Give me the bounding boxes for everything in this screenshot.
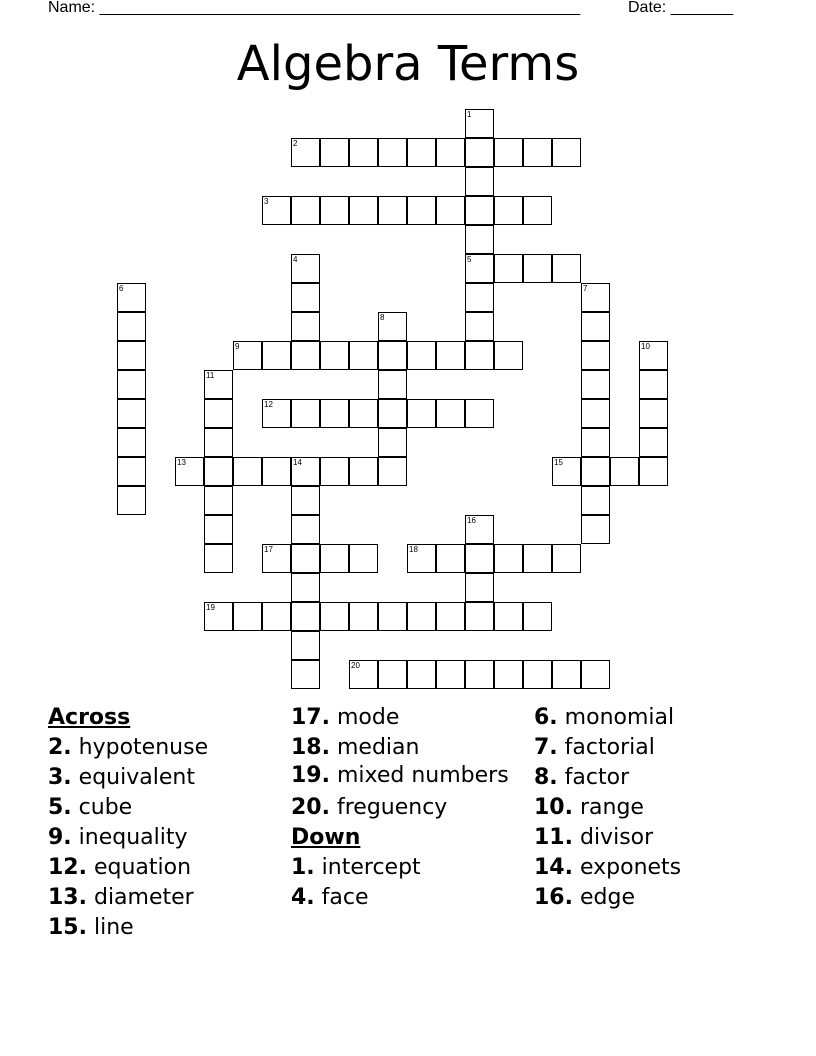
clue-item-number: 4. (291, 885, 315, 910)
crossword-cell[interactable] (523, 138, 552, 167)
crossword-cell[interactable] (494, 138, 523, 167)
crossword-cell[interactable] (465, 515, 494, 544)
clue-number: 4 (293, 255, 298, 264)
crossword-cell[interactable] (291, 341, 320, 370)
clue-item-number: 7. (534, 735, 558, 760)
crossword-cell[interactable] (465, 283, 494, 312)
crossword-cell[interactable] (581, 515, 610, 544)
crossword-cell[interactable] (349, 660, 378, 689)
crossword-cell[interactable] (117, 457, 146, 486)
clue-item-text: exponets (579, 855, 682, 880)
crossword-cell[interactable] (349, 399, 378, 428)
crossword-cell[interactable] (436, 196, 465, 225)
clue-column-3 (534, 703, 769, 913)
crossword-cell[interactable] (465, 544, 494, 573)
crossword-cell[interactable] (523, 602, 552, 631)
crossword-cell[interactable] (175, 457, 204, 486)
crossword-cell[interactable] (320, 457, 349, 486)
crossword-cell[interactable] (407, 660, 436, 689)
crossword-cell[interactable] (204, 544, 233, 573)
crossword-cell[interactable] (233, 602, 262, 631)
clue-number: 19 (206, 603, 215, 612)
crossword-cell[interactable] (378, 370, 407, 399)
clue-item-text: hypotenuse (78, 735, 209, 760)
crossword-cell[interactable] (262, 196, 291, 225)
clue-item-text: median (336, 735, 420, 760)
clue-item-text: face (321, 885, 369, 910)
clue-item-number: 17. (291, 705, 330, 730)
crossword-cell[interactable] (581, 312, 610, 341)
clue-item (48, 913, 283, 943)
clue-item-number: 13. (48, 885, 87, 910)
crossword-cell[interactable] (349, 196, 378, 225)
crossword-cell[interactable] (291, 544, 320, 573)
crossword-cell[interactable] (407, 602, 436, 631)
clue-item-number: 15. (48, 915, 87, 940)
crossword-cell[interactable] (581, 660, 610, 689)
crossword-cell[interactable] (407, 341, 436, 370)
crossword-cell[interactable] (552, 660, 581, 689)
crossword-cell[interactable] (436, 341, 465, 370)
clue-number: 15 (554, 458, 563, 467)
clue-number: 8 (380, 313, 385, 322)
crossword-cell[interactable] (552, 457, 581, 486)
crossword-cell[interactable] (465, 312, 494, 341)
crossword-cell[interactable] (378, 399, 407, 428)
clue-item (48, 823, 283, 853)
clue-number: 20 (351, 661, 360, 670)
crossword-cell[interactable] (552, 544, 581, 573)
crossword-cell[interactable] (320, 138, 349, 167)
clue-item-number: 14. (534, 855, 573, 880)
crossword-cell[interactable] (291, 486, 320, 515)
across-heading: Across (48, 705, 131, 730)
clue-item (291, 733, 526, 763)
crossword-cell[interactable] (494, 544, 523, 573)
clue-item-number: 16. (534, 885, 573, 910)
crossword-cell[interactable] (291, 312, 320, 341)
crossword-cell[interactable] (291, 457, 320, 486)
crossword-cell[interactable] (233, 457, 262, 486)
crossword-cell[interactable] (291, 399, 320, 428)
clue-item-number: 8. (534, 765, 558, 790)
clue-item-text: mixed numbers (336, 763, 509, 788)
clue-number: 18 (409, 545, 418, 554)
clue-item-text: divisor (579, 825, 654, 850)
clue-item (534, 823, 769, 853)
clue-item-text: factor (564, 765, 630, 790)
clue-item (48, 733, 283, 763)
crossword-cell[interactable] (465, 138, 494, 167)
crossword-cell[interactable] (436, 544, 465, 573)
crossword-cell[interactable] (378, 312, 407, 341)
crossword-cell[interactable] (523, 544, 552, 573)
clue-number: 9 (235, 342, 240, 351)
clue-item-text: intercept (321, 855, 421, 880)
clue-column-2 (291, 703, 526, 913)
clue-number: 3 (264, 197, 269, 206)
crossword-cell[interactable] (552, 254, 581, 283)
crossword-cell[interactable] (320, 196, 349, 225)
crossword-cell[interactable] (204, 428, 233, 457)
crossword-cell[interactable] (117, 341, 146, 370)
clue-item (48, 763, 283, 793)
clue-item (48, 793, 283, 823)
clue-item-text: equation (93, 855, 192, 880)
crossword-cell[interactable] (117, 399, 146, 428)
crossword-cell[interactable] (494, 602, 523, 631)
crossword-cell[interactable] (117, 486, 146, 515)
crossword-cell[interactable] (494, 660, 523, 689)
crossword-cell[interactable] (465, 602, 494, 631)
clue-number: 5 (467, 255, 472, 264)
crossword-cell[interactable] (494, 341, 523, 370)
crossword-cell[interactable] (465, 573, 494, 602)
crossword-cell[interactable] (581, 457, 610, 486)
crossword-cell[interactable] (378, 138, 407, 167)
crossword-cell[interactable] (349, 457, 378, 486)
clue-item-number: 10. (534, 795, 573, 820)
crossword-cell[interactable] (378, 660, 407, 689)
clue-item-text: line (93, 915, 134, 940)
crossword-cell[interactable] (407, 544, 436, 573)
crossword-cell[interactable] (291, 138, 320, 167)
crossword-cell[interactable] (349, 138, 378, 167)
clue-item-number: 12. (48, 855, 87, 880)
clue-item (48, 883, 283, 913)
clue-item-number: 19. (291, 763, 330, 788)
crossword-cell[interactable] (262, 602, 291, 631)
clue-item-text: diameter (93, 885, 194, 910)
clue-item-text: monomial (564, 705, 675, 730)
clue-item-number: 1. (291, 855, 315, 880)
clue-number: 11 (206, 371, 215, 380)
crossword-cell[interactable] (465, 399, 494, 428)
crossword-cell[interactable] (291, 631, 320, 660)
crossword-cell[interactable] (436, 602, 465, 631)
clue-item (48, 853, 283, 883)
crossword-cell[interactable] (233, 341, 262, 370)
crossword-cell[interactable] (349, 341, 378, 370)
crossword-cell[interactable] (378, 428, 407, 457)
clue-item (291, 703, 526, 733)
clue-number: 10 (641, 342, 650, 351)
clue-item-number: 20. (291, 795, 330, 820)
clue-item (534, 763, 769, 793)
crossword-cell[interactable] (639, 428, 668, 457)
crossword-cell[interactable] (349, 602, 378, 631)
crossword-cell[interactable] (204, 602, 233, 631)
clue-number: 13 (177, 458, 186, 467)
crossword-cell[interactable] (378, 196, 407, 225)
clue-item (291, 883, 526, 913)
crossword-cell[interactable] (407, 196, 436, 225)
crossword-cell[interactable] (552, 138, 581, 167)
clue-number: 6 (119, 284, 124, 293)
crossword-cell[interactable] (204, 399, 233, 428)
crossword-cell[interactable] (320, 341, 349, 370)
clue-item-text: inequality (78, 825, 188, 850)
crossword-cell[interactable] (639, 341, 668, 370)
crossword-cell[interactable] (523, 254, 552, 283)
clue-item (534, 793, 769, 823)
crossword-cell[interactable] (465, 660, 494, 689)
clue-number: 14 (293, 458, 302, 467)
crossword-cell[interactable] (465, 254, 494, 283)
clue-item (291, 793, 526, 823)
clue-number: 7 (583, 284, 588, 293)
crossword-cell[interactable] (262, 544, 291, 573)
clue-item (291, 763, 526, 789)
crossword-cell[interactable] (436, 660, 465, 689)
clue-number: 2 (293, 139, 298, 148)
crossword-cell[interactable] (639, 370, 668, 399)
crossword-cell[interactable] (378, 602, 407, 631)
clue-item (534, 853, 769, 883)
crossword-cell[interactable] (117, 428, 146, 457)
clue-item-number: 2. (48, 735, 72, 760)
crossword-cell[interactable] (262, 341, 291, 370)
clue-item (291, 853, 526, 883)
crossword-cell[interactable] (465, 109, 494, 138)
crossword-cell[interactable] (320, 544, 349, 573)
crossword-cell[interactable] (581, 399, 610, 428)
crossword-cell[interactable] (581, 486, 610, 515)
crossword-cell[interactable] (523, 660, 552, 689)
crossword-cell[interactable] (204, 515, 233, 544)
crossword-cell[interactable] (291, 515, 320, 544)
crossword-cell[interactable] (262, 399, 291, 428)
clue-item-number: 18. (291, 735, 330, 760)
crossword-cell[interactable] (378, 457, 407, 486)
clue-item-text: range (579, 795, 644, 820)
date-field-label: Date: _______ (628, 0, 733, 16)
crossword-cell[interactable] (291, 196, 320, 225)
crossword-cell[interactable] (262, 457, 291, 486)
crossword-cell[interactable] (436, 138, 465, 167)
name-field-label: Name: ______________________________________________________ (48, 0, 581, 16)
crossword-cell[interactable] (581, 341, 610, 370)
clue-item (534, 703, 769, 733)
crossword-cell[interactable] (291, 602, 320, 631)
crossword-cell[interactable] (291, 254, 320, 283)
crossword-cell[interactable] (204, 486, 233, 515)
clue-item-number: 11. (534, 825, 573, 850)
crossword-cell[interactable] (291, 283, 320, 312)
across-clue-list-continued (291, 703, 526, 823)
clue-number: 1 (467, 110, 472, 119)
clue-number: 12 (264, 400, 273, 409)
crossword-cell[interactable] (117, 312, 146, 341)
crossword-cell[interactable] (291, 573, 320, 602)
clue-item-text: factorial (564, 735, 655, 760)
crossword-cell[interactable] (117, 370, 146, 399)
clue-item-text: equivalent (78, 765, 195, 790)
clue-item (534, 883, 769, 913)
crossword-cell[interactable] (610, 457, 639, 486)
clue-number: 17 (264, 545, 273, 554)
crossword-cell[interactable] (465, 341, 494, 370)
clue-item-number: 9. (48, 825, 72, 850)
crossword-cell[interactable] (436, 399, 465, 428)
crossword-cell[interactable] (639, 457, 668, 486)
crossword-cell[interactable] (320, 399, 349, 428)
crossword-cell[interactable] (117, 283, 146, 312)
clue-item-number: 3. (48, 765, 72, 790)
crossword-cell[interactable] (465, 196, 494, 225)
crossword-cell[interactable] (494, 196, 523, 225)
crossword-cell[interactable] (204, 457, 233, 486)
crossword-cell[interactable] (407, 399, 436, 428)
crossword-cell[interactable] (523, 196, 552, 225)
crossword-cell[interactable] (639, 399, 668, 428)
crossword-cell[interactable] (581, 370, 610, 399)
clue-item-text: freguency (336, 795, 448, 820)
down-clue-list-continued (534, 703, 769, 913)
clue-item-text: cube (78, 795, 133, 820)
clue-item-number: 5. (48, 795, 72, 820)
clue-item-text: edge (579, 885, 635, 910)
crossword-cell[interactable] (320, 602, 349, 631)
clue-item-text: mode (336, 705, 400, 730)
crossword-cell[interactable] (378, 341, 407, 370)
clue-item-number: 6. (534, 705, 558, 730)
crossword-cell[interactable] (465, 225, 494, 254)
clue-number: 16 (467, 516, 476, 525)
clue-item (534, 733, 769, 763)
crossword-cell[interactable] (407, 138, 436, 167)
down-clue-list (291, 853, 526, 913)
crossword-cell[interactable] (465, 167, 494, 196)
crossword-cell[interactable] (349, 544, 378, 573)
crossword-cell[interactable] (291, 660, 320, 689)
crossword-cell[interactable] (581, 428, 610, 457)
page-title: Algebra Terms (236, 36, 580, 92)
clue-column-1 (48, 703, 283, 943)
down-heading: Down (291, 825, 361, 850)
across-clue-list (48, 733, 283, 943)
crossword-cell[interactable] (581, 283, 610, 312)
crossword-cell[interactable] (494, 254, 523, 283)
crossword-cell[interactable] (204, 370, 233, 399)
